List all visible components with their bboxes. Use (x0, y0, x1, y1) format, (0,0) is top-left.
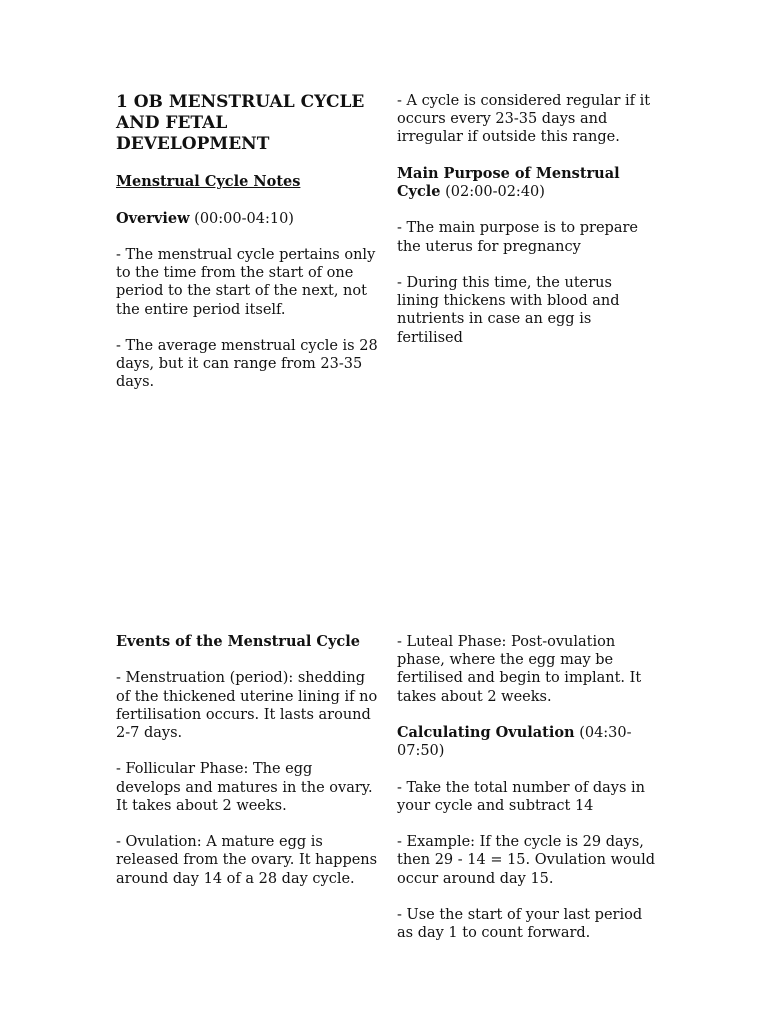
overview-heading: Overview (116, 209, 190, 227)
column-bottom-right (397, 633, 655, 961)
document-title: 1 OB MENSTRUAL CYCLE AND FETAL DEVELOPMENT (116, 92, 365, 154)
column-top-left (116, 92, 378, 410)
purpose-heading-line (397, 165, 655, 201)
overview-bullet-1: - The menstrual cycle pertains only to the time from the start of one period to the start of the next, not the entire period itself. (116, 246, 376, 318)
overview-bullet-2: - The average menstrual cycle is 28 days, but it can range from 23-35 days. (116, 337, 378, 391)
events-bullet-2: - Follicular Phase: The egg develops and matures in the ovary. It takes about 2 weeks. (116, 761, 373, 814)
column-bottom-left (116, 633, 378, 906)
overview-bullet-3: - A cycle is considered regular if it occurs every 23-35 days and irregular if outside this range. (397, 93, 651, 146)
events-heading: Events of the Menstrual Cycle (116, 633, 360, 650)
ovulation-heading: Calculating Ovulation (397, 724, 575, 741)
events-bullet-4: - Luteal Phase: Post-ovulation phase, where the egg may be fertilised and begin to implant. It takes about 2 weeks. (397, 634, 642, 705)
purpose-time: (02:00-02:40) (445, 184, 545, 200)
column-top-right (397, 92, 655, 365)
purpose-heading: Main Purpose of Menstrual Cycle (397, 164, 620, 200)
overview-heading-line (116, 210, 378, 228)
events-bullet-3: - Ovulation: A mature egg is released from the ovary. It happens around day 14 of a 28 day cycle. (116, 834, 378, 887)
ovulation-heading-line (397, 724, 655, 760)
ovulation-time: (04:30-07:50) (397, 725, 632, 760)
ovulation-bullet-3: - Use the start of your last period as day 1 to count forward. (397, 906, 643, 942)
overview-time: (00:00-04:10) (194, 210, 294, 227)
ovulation-bullet-2: - Example: If the cycle is 29 days, then 29 - 14 = 15. Ovulation would occur around day 15. (397, 834, 655, 887)
ovulation-bullet-1: - Take the total number of days in your cycle and subtract 14 (397, 779, 645, 814)
purpose-bullet-2: - During this time, the uterus lining thickens with blood and nutrients in case an egg is fertilised (397, 274, 620, 346)
section-heading: Menstrual Cycle Notes (116, 173, 301, 191)
purpose-bullet-1: - The main purpose is to prepare the uterus for pregnancy (397, 220, 638, 255)
events-bullet-1: - Menstruation (period): shedding of the thickened uterine lining if no fertilisation occurs. It lasts around 2-7 days. (116, 670, 378, 741)
